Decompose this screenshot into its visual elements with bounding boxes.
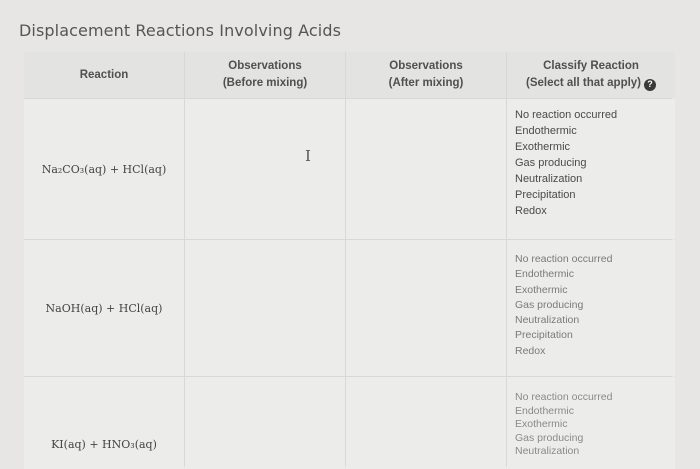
reaction-cell-2 bbox=[24, 240, 184, 376]
header-classify bbox=[507, 52, 675, 98]
option-redox-1[interactable]: Redox bbox=[515, 205, 547, 217]
option-precipitation-2[interactable]: Precipitation bbox=[515, 329, 573, 342]
option-gas-producing-2[interactable]: Gas producing bbox=[515, 298, 584, 311]
header-after-line1: Observations bbox=[389, 60, 463, 72]
header-classify-line1: Classify Reaction bbox=[543, 60, 639, 72]
option-gas-producing-1[interactable]: Gas producing bbox=[515, 157, 587, 169]
text-cursor-icon: I bbox=[305, 147, 311, 165]
classify-options-2 bbox=[507, 240, 675, 376]
option-no-reaction-3[interactable]: No reaction occurred bbox=[515, 391, 613, 403]
header-before-line1: Observations bbox=[228, 60, 302, 72]
observation-before-field-1[interactable] bbox=[185, 99, 345, 239]
header-reaction bbox=[24, 52, 184, 98]
reaction-label-1: Na₂CO₃(aq) + HCl(aq) bbox=[41, 162, 167, 176]
header-after-line2: (After mixing) bbox=[388, 77, 464, 89]
option-gas-producing-3[interactable]: Gas producing bbox=[515, 431, 584, 444]
reaction-cell-1 bbox=[24, 99, 184, 239]
option-exothermic-2[interactable]: Exothermic bbox=[515, 283, 568, 296]
header-before-line2: (Before mixing) bbox=[222, 77, 308, 89]
option-no-reaction-1[interactable]: No reaction occurred bbox=[515, 109, 618, 121]
header-observations-before bbox=[185, 52, 345, 98]
option-exothermic-1[interactable]: Exothermic bbox=[515, 141, 571, 153]
option-endothermic-3[interactable]: Endothermic bbox=[515, 404, 574, 417]
classify-options-1 bbox=[507, 99, 675, 239]
option-neutralization-1[interactable]: Neutralization bbox=[515, 173, 583, 185]
reaction-cell-3 bbox=[24, 377, 184, 469]
header-classify-line2: (Select all that apply) bbox=[525, 77, 642, 89]
reaction-label-2: NaOH(aq) + HCl(aq) bbox=[45, 301, 163, 315]
option-neutralization-3[interactable]: Neutralization bbox=[515, 445, 580, 457]
observation-after-field-3[interactable] bbox=[346, 377, 506, 469]
observation-after-field-2[interactable] bbox=[346, 240, 506, 376]
header-reaction-label: Reaction bbox=[79, 68, 129, 81]
page-title: Displacement Reactions Involving Acids bbox=[19, 21, 342, 40]
option-neutralization-2[interactable]: Neutralization bbox=[515, 314, 580, 327]
observation-before-field-2[interactable] bbox=[185, 240, 345, 376]
question-circle-icon[interactable]: ? bbox=[644, 79, 656, 91]
option-redox-2[interactable]: Redox bbox=[515, 344, 546, 357]
reactions-table bbox=[24, 52, 672, 466]
option-precipitation-1[interactable]: Precipitation bbox=[515, 189, 576, 201]
header-classify-line2-wrap bbox=[526, 75, 656, 92]
observation-before-field-3[interactable] bbox=[185, 377, 345, 469]
reaction-label-3: KI(aq) + HNO₃(aq) bbox=[51, 438, 157, 451]
option-no-reaction-2[interactable]: No reaction occurred bbox=[515, 253, 613, 265]
observation-after-field-1[interactable] bbox=[346, 99, 506, 239]
option-exothermic-3[interactable]: Exothermic bbox=[515, 418, 568, 430]
option-endothermic-2[interactable]: Endothermic bbox=[515, 268, 574, 281]
header-observations-after bbox=[346, 52, 506, 98]
classify-options-3 bbox=[507, 377, 675, 469]
option-endothermic-1[interactable]: Endothermic bbox=[515, 125, 577, 137]
